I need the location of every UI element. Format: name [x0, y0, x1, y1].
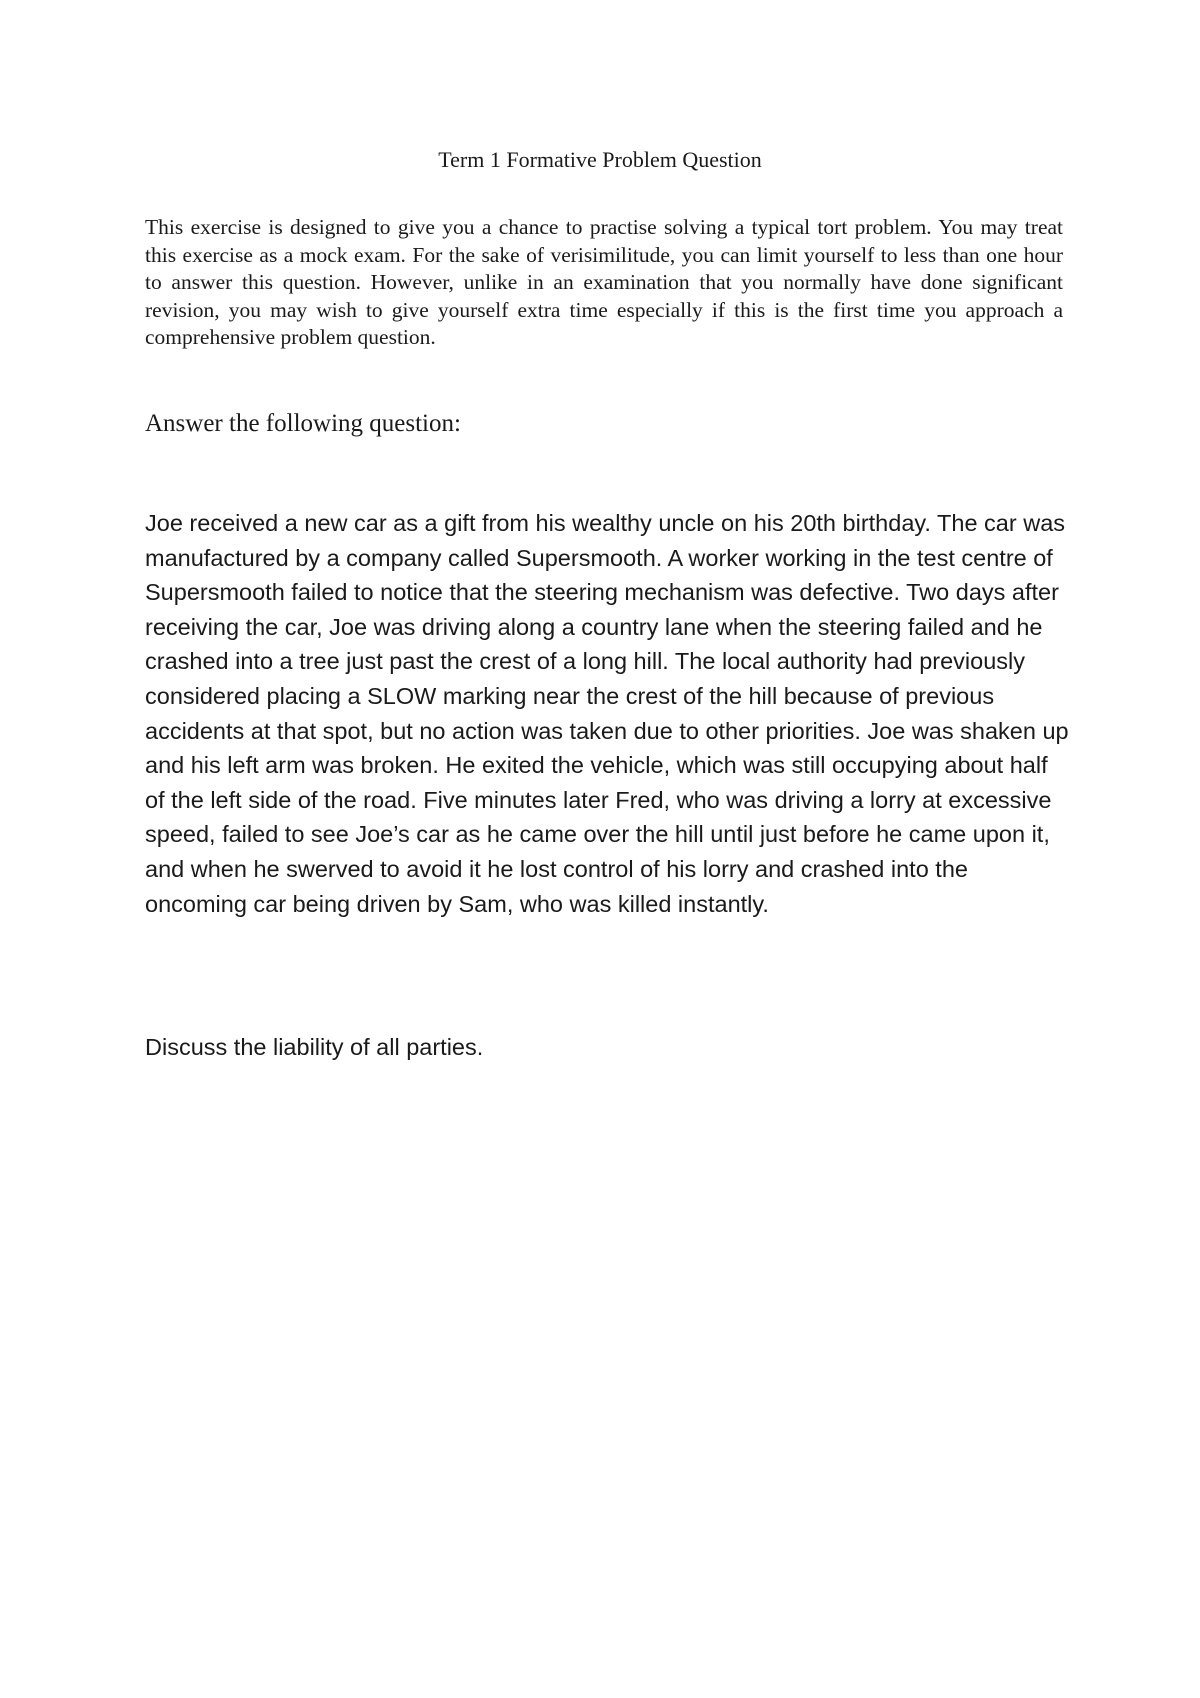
- intro-paragraph: This exercise is designed to give you a chance to practise solving a typical tort problem. You may treat this exercise as a mock exam. For the sake of verisimilitude, you can limit yourself to less than one hour to answer this question. However, unlike in an examination that you normally have done significant revision, you may wish to give yourself extra time especially if this is the first time you approach a comprehensive problem question.: [145, 215, 1063, 349]
- document-title: Term 1 Formative Problem Question: [438, 147, 762, 172]
- task-instruction: Discuss the liability of all parties.: [145, 1034, 484, 1060]
- scenario-paragraph: Joe received a new car as a gift from his wealthy uncle on his 20th birthday. The car was manufactured by a company called Supersmooth. A worker working in the test centre of Supersmooth failed to notice that the steering mechanism was defective. Two days after receiving the car, Joe was driving along a country lane when the steering failed and he crashed into a tree just past the crest of a long hill. The local authority had previously considered placing a SLOW marking near the crest of the hill because of previous accidents at that spot, but no action was taken due to other priorities. Joe was shaken up and his left arm was broken. He exited the vehicle, which was still occupying about half of the left side of the road. Five minutes later Fred, who was driving a lorry at excessive speed, failed to see Joe’s car as he came over the hill until just before he came upon it, and when he swerved to avoid it he lost control of his lorry and crashed into the oncoming car being driven by Sam, who was killed instantly.: [145, 510, 1069, 917]
- question-heading: Answer the following question:: [145, 410, 461, 437]
